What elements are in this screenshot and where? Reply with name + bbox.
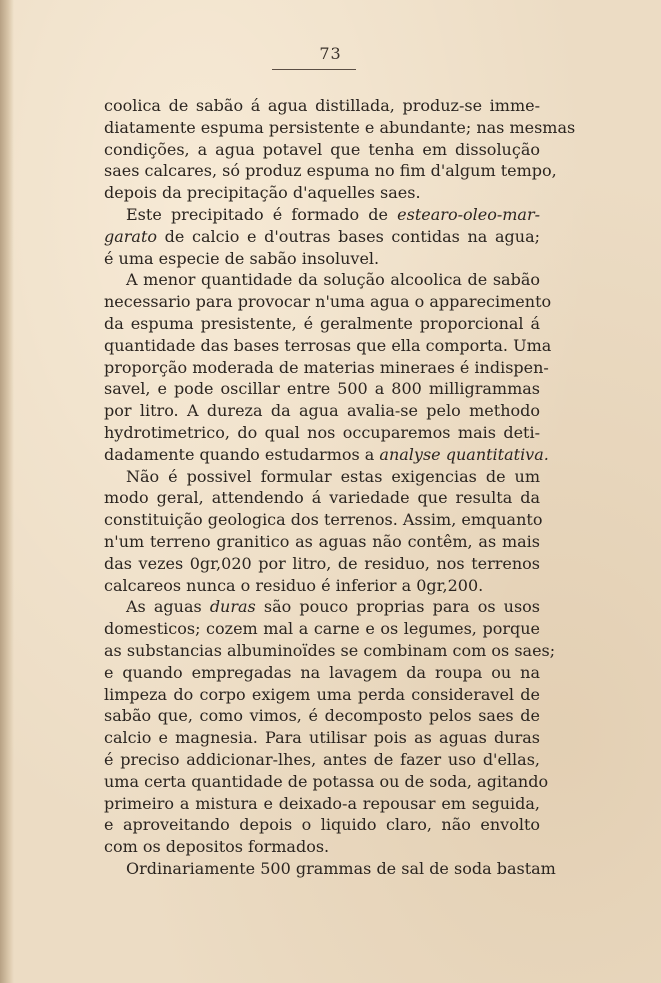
text-line [104,378,540,400]
line-text: constituição geologica dos terrenos. Assim, emquanto [104,510,543,530]
line-text: é preciso addicionar-lhes, antes de fazer uso d'ellas, [104,749,540,769]
line-text: por litro. A dureza da agua avalia-se pelo methodo [104,401,540,421]
line-text: Este precipitado é formado de [126,204,398,224]
line-text: e aproveitando depois o liquido claro, não envolto [104,815,540,835]
line-text: domesticos; cozem mal a carne e os legumes, porque [104,619,540,639]
text-line [104,466,540,488]
line-text: quantidade das bases terrosas que ella comporta. Uma [104,335,552,355]
text-line [104,269,540,291]
text-line [104,553,540,575]
text-line [104,814,540,836]
text-line [104,684,540,706]
line-text: savel, e pode oscillar entre 500 a 800 milligrammas [104,379,540,399]
italic-term: garato [104,226,158,246]
line-text: são pouco proprias para os usos [255,597,540,617]
text-line [104,531,540,553]
text-line [104,771,549,793]
text-line [104,291,552,313]
text-line [104,313,540,335]
line-text: com os depositos formados. [104,837,330,857]
line-text: Ordinariamente 500 grammas de sal de soda bastam [126,858,556,878]
page-binding-edge [0,0,14,983]
line-text: proporção moderada de materias mineraes é indispen- [104,357,549,377]
text-line [104,357,549,379]
line-text: As aguas [126,597,210,617]
line-text: depois da precipitação d'aquelles saes. [104,183,421,203]
line-text: as substancias albuminoïdes se combinam com os saes; [104,640,556,660]
text-line [104,95,540,117]
line-text: de calcio e d'outras bases contidas na agua; [157,226,540,246]
line-text: diatamente espuma persistente e abundante; nas mesmas [104,117,576,137]
text-line [104,117,576,139]
italic-term: analyse quantitativa. [379,444,549,464]
line-text: A menor quantidade da solução alcoolica de sabão [126,270,540,290]
text-line [104,509,543,531]
text-line [104,160,557,182]
text-line [104,444,549,466]
text-line [104,618,540,640]
text-line [104,335,552,357]
line-text: das vezes 0gr,020 por litro, de residuo, nos terrenos [104,553,540,573]
line-text: sabão que, como vimos, é decomposto pelos saes de [104,706,540,726]
line-text: e quando empregadas na lavagem da roupa ou na [104,662,540,682]
italic-term: duras [209,597,256,617]
line-text: coolica de sabão á agua distillada, produz-se imme- [104,96,540,115]
line-text: primeiro a mistura e deixado-a repousar em seguida, [104,793,540,813]
text-line [104,727,540,749]
text-line [104,640,556,662]
text-line [104,836,540,858]
line-text: limpeza do corpo exigem uma perda consideravel de [104,684,540,704]
text-line [104,400,540,422]
text-line [104,487,540,509]
body-text [104,95,576,880]
text-line [104,248,540,270]
page-number: 73 [319,44,342,63]
text-line [104,182,540,204]
line-text: dadamente quando estudarmos a [104,444,380,464]
text-line [104,662,540,684]
line-text: é uma especie de sabão insoluvel. [104,248,380,268]
line-text: hydrotimetrico, do qual nos occuparemos mais deti- [104,422,540,442]
italic-term: estearo-oleo-mar- [397,204,540,224]
text-line [104,596,540,618]
text-line [104,575,540,597]
line-text: uma certa quantidade de potassa ou de soda, agitando [104,771,549,791]
text-line [104,422,540,444]
text-line [104,204,540,226]
text-line [104,139,540,161]
line-text: da espuma presistente, é geralmente proporcional á [104,313,540,333]
line-text: calcio e magnesia. Para utilisar pois as aguas duras [104,728,540,748]
text-line [104,749,540,771]
text-line [104,226,540,248]
line-text: saes calcares, só produz espuma no fim d'algum tempo, [104,161,557,181]
line-text: modo geral, attendendo á variedade que resulta da [104,488,540,508]
text-line [104,705,540,727]
line-text: calcareos nunca o residuo é inferior a 0gr,200. [104,575,484,595]
line-text: necessario para provocar n'uma agua o apparecimento [104,292,552,312]
line-text: condições, a agua potavel que tenha em dissolução [104,139,540,159]
text-line [104,858,556,880]
line-text: n'um terreno granitico as aguas não contêm, as mais [104,531,540,551]
line-text: Não é possivel formular estas exigencias de um [126,466,540,486]
header-rule [272,69,356,70]
text-line [104,793,540,815]
